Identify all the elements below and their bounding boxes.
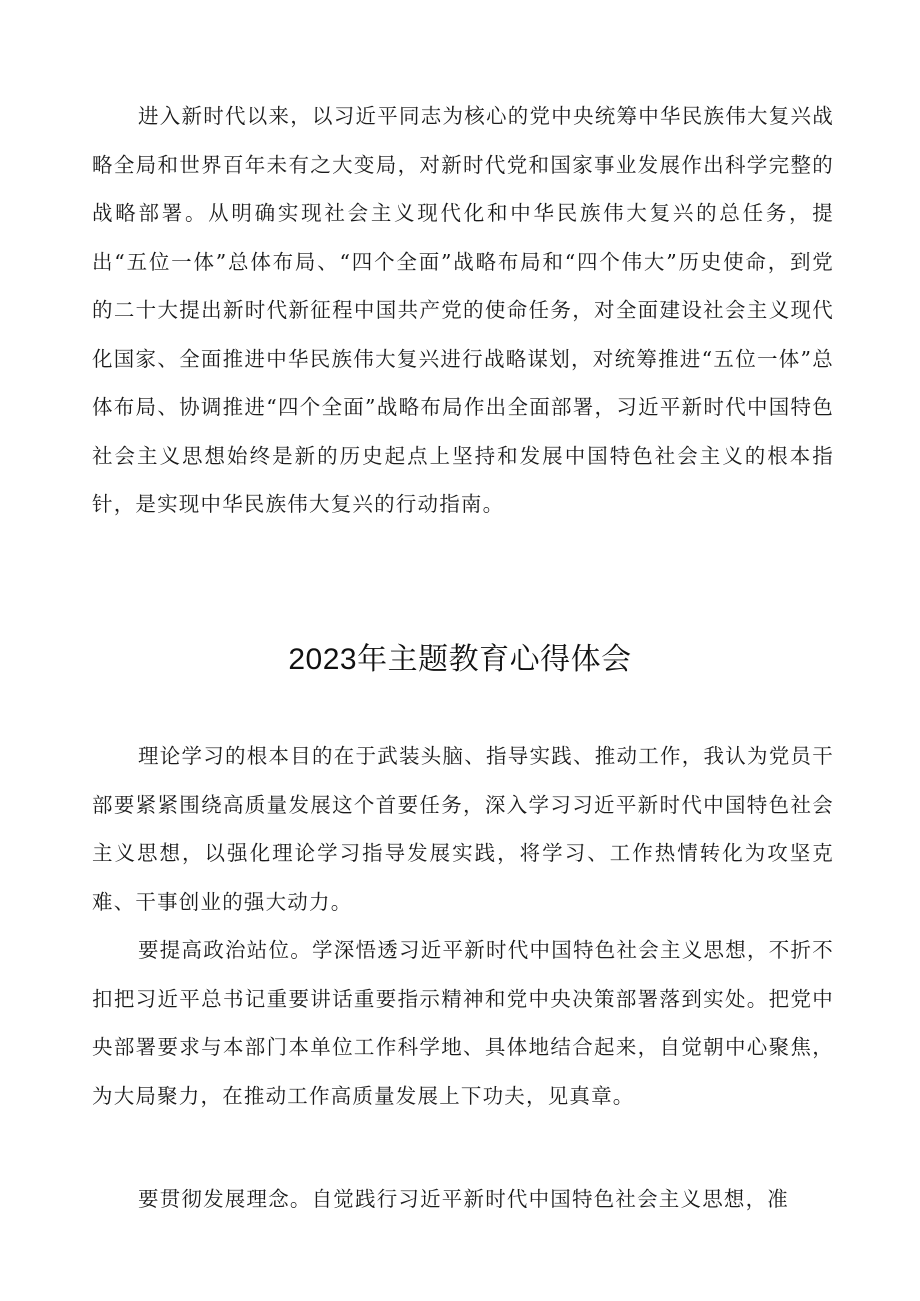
body-paragraph-3: 要贯彻发展理念。自觉践行习近平新时代中国特色社会主义思想，准 xyxy=(138,1187,789,1211)
document-title: 2023年主题教育心得体会 xyxy=(288,643,632,676)
intro-paragraph: 进入新时代以来，以习近平同志为核心的党中央统筹中华民族伟大复兴战略全局和世界百年未有之大变局，对新时代党和国家事业发展作出科学完整的战略部署。从明确实现社会主义现代化和中华民族伟大复兴的总任务，提出“五位一体”总体布局、“四个全面”战略布局和“四个伟大”历史使命，到党的二十大提出新时代新征程中国共产党的使命任务，对全面建设社会主义现代化国家、全面推进中华民族伟大复兴进行战略谋划，对统筹推进“五位一体”总体布局、协调推进“四个全面”战略布局作出全面部署，习近平新时代中国特色社会主义思想始终是新的历史起点上坚持和发展中国特色社会主义的根本指针，是实现中华民族伟大复兴的行动指南。 xyxy=(92,104,834,516)
body-paragraph-1: 理论学习的根本目的在于武装头脑、指导实践、推动工作，我认为党员干部要紧紧围绕高质量发展这个首要任务，深入学习习近平新时代中国特色社会主义思想，以强化理论学习指导发展实践，将学习、工作热情转化为攻坚克难、干事创业的强大动力。 xyxy=(92,744,834,914)
body-paragraph-2: 要提高政治站位。学深悟透习近平新时代中国特色社会主义思想，不折不扣把习近平总书记重要讲话重要指示精神和党中央决策部署落到实处。把党中央部署要求与本部门本单位工作科学地、具体地结合起来，自觉朝中心聚焦，为大局聚力，在推动工作高质量发展上下功夫，见真章。 xyxy=(92,938,834,1108)
